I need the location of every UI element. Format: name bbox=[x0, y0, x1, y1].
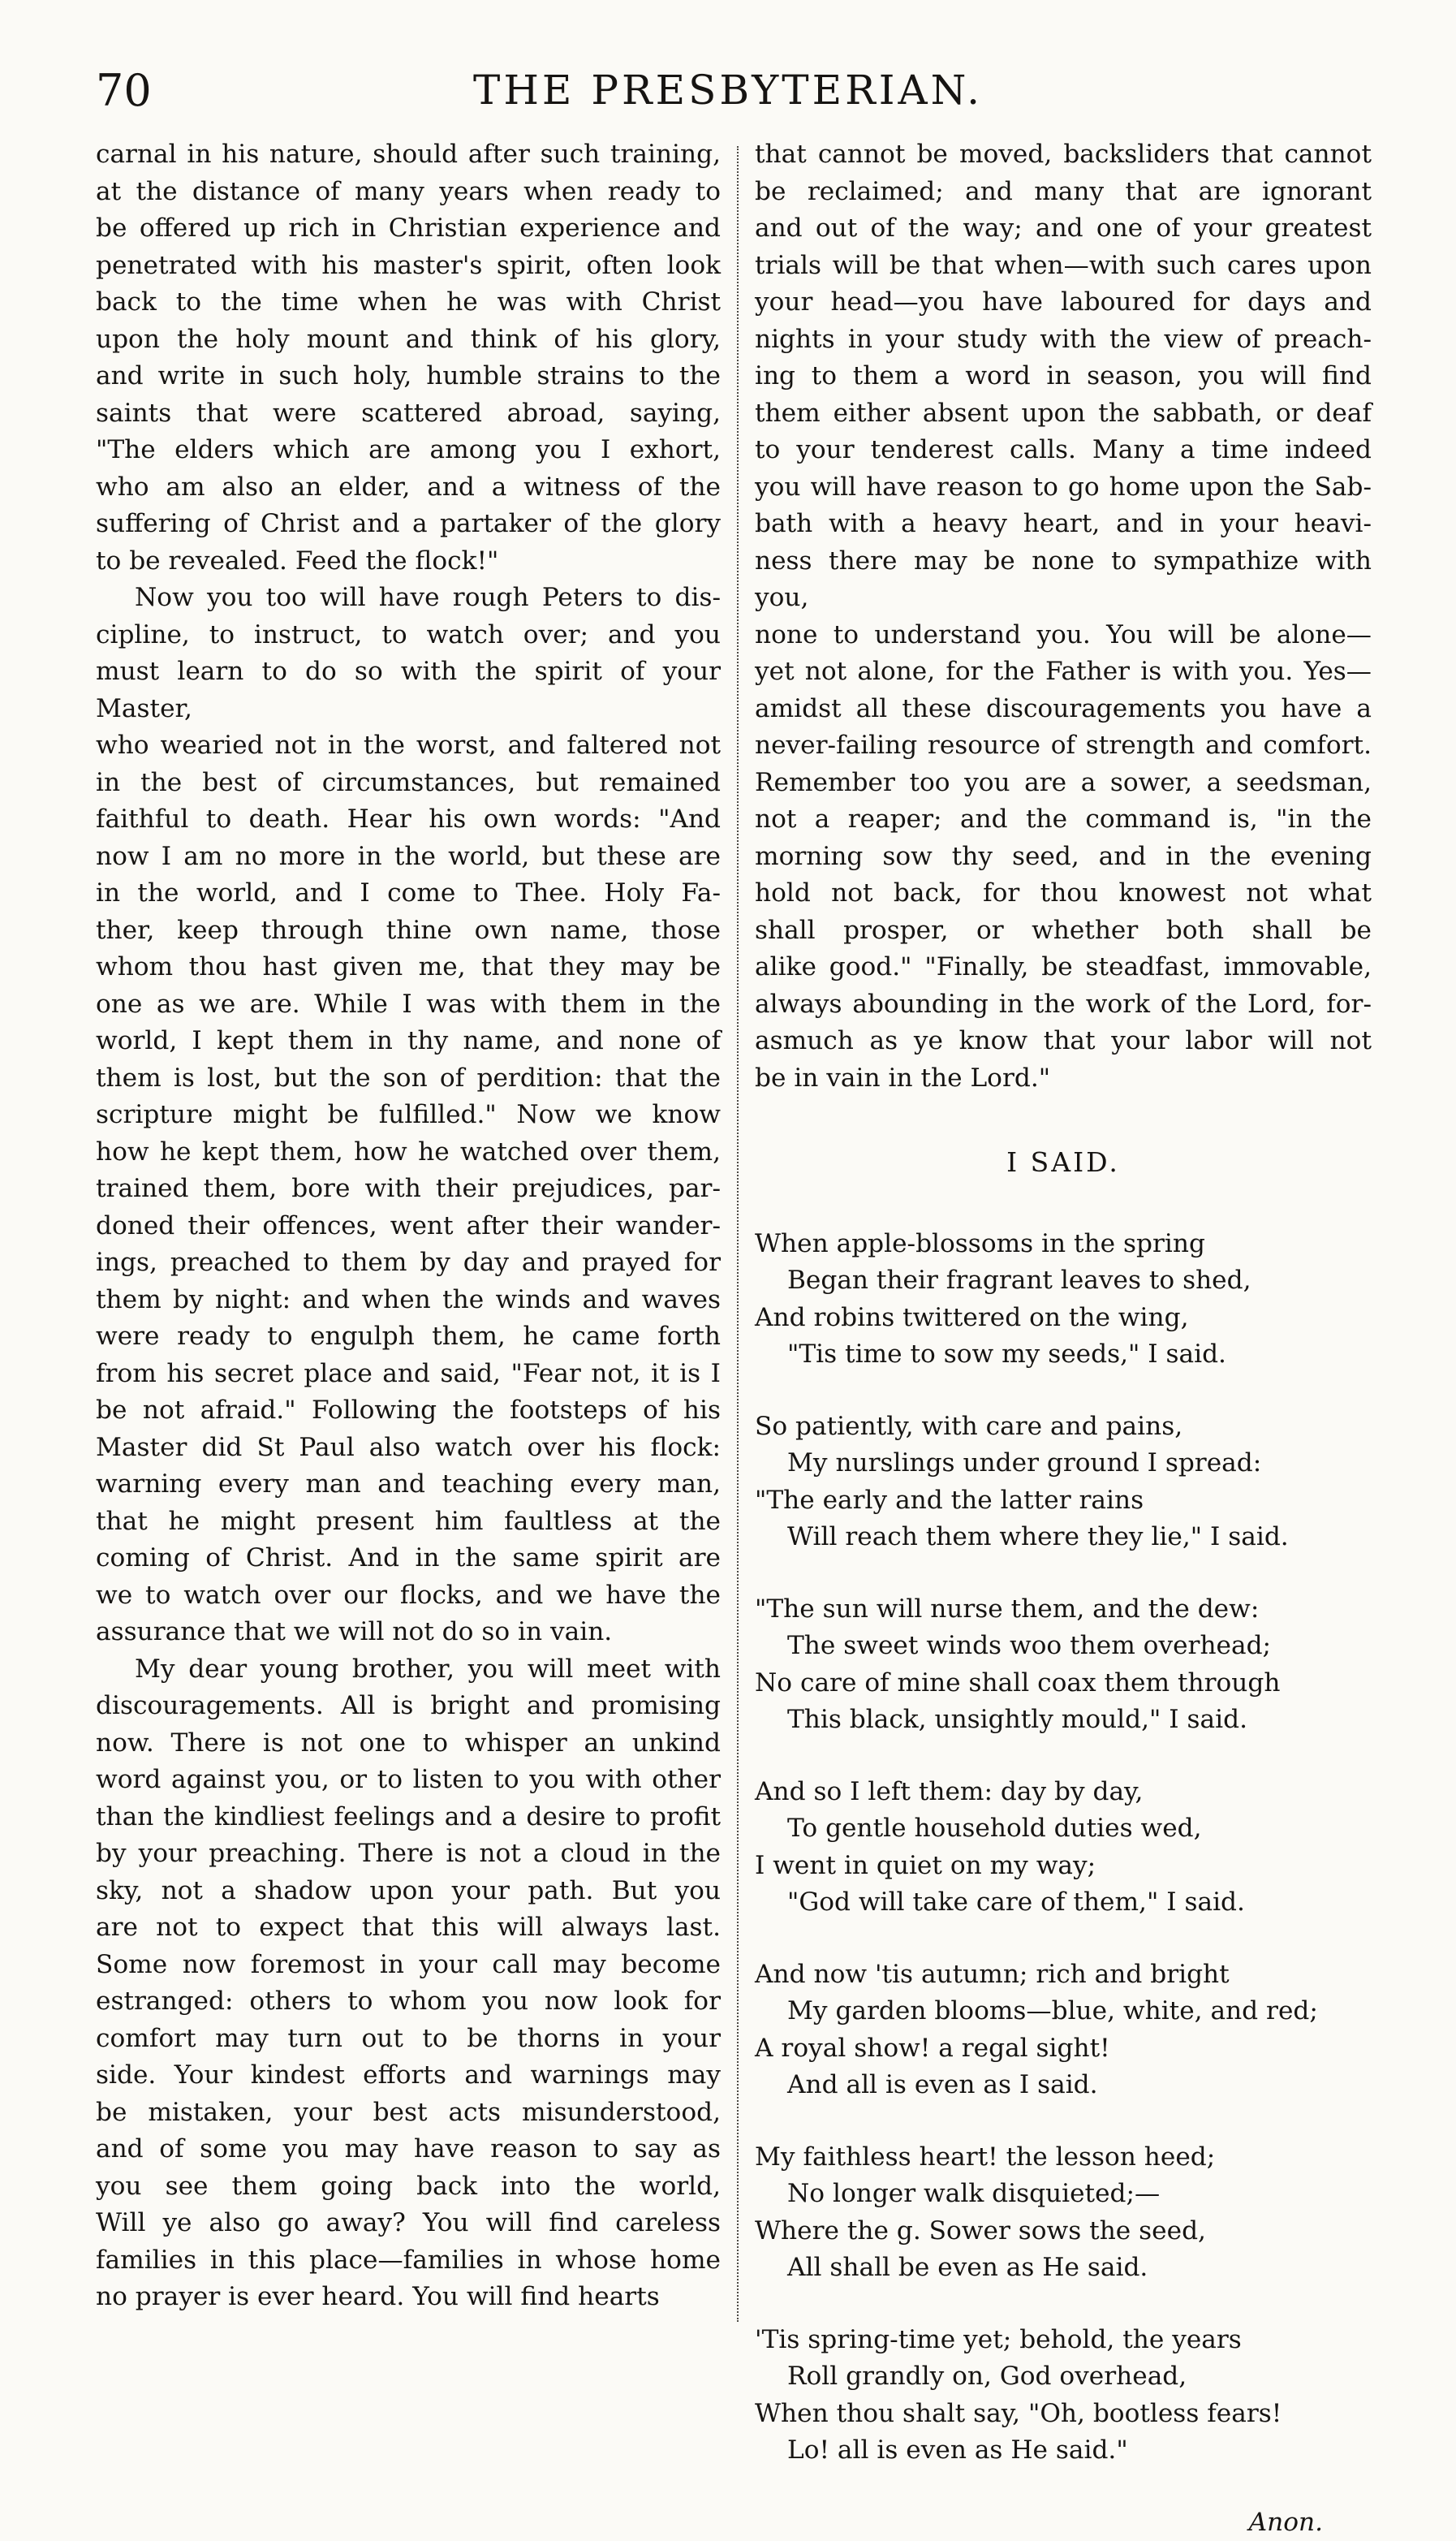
text-line: comfort may turn out to be thorns in your bbox=[96, 2021, 721, 2058]
poem-stanza bbox=[755, 1774, 1372, 1922]
text-line: suffering of Christ and a partaker of the glory bbox=[96, 506, 721, 543]
text-line: asmuch as ye know that your labor will not bbox=[755, 1023, 1372, 1060]
text-line: who am also an elder, and a witness of the bbox=[96, 469, 721, 507]
poem-stanza bbox=[755, 1956, 1372, 2104]
text-line: amidst all these discouragements you have a bbox=[755, 691, 1372, 728]
text-line: were ready to engulph them, he came forth bbox=[96, 1318, 721, 1356]
poem-line: A royal show! a regal sight! bbox=[755, 2030, 1372, 2068]
text-line: estranged: others to whom you now look for bbox=[96, 1983, 721, 2021]
column-divider bbox=[737, 146, 739, 2322]
text-line: ing to them a word in season, you will find bbox=[755, 358, 1372, 395]
text-line: none to understand you. You will be alone— bbox=[755, 617, 1372, 654]
text-line: discouragements. All is bright and promising bbox=[96, 1688, 721, 1725]
poem-stanza bbox=[755, 1591, 1372, 1739]
text-line: saints that were scattered abroad, saying, bbox=[96, 395, 721, 433]
poem-stanza bbox=[755, 2322, 1372, 2470]
text-line: them either absent upon the sabbath, or deaf bbox=[755, 395, 1372, 433]
poem-line: My faithless heart! the lesson heed; bbox=[755, 2139, 1372, 2176]
text-line: you will have reason to go home upon the Sab- bbox=[755, 469, 1372, 507]
text-line: scripture might be fulfilled." Now we know bbox=[96, 1097, 721, 1134]
text-line: bath with a heavy heart, and in your heavi- bbox=[755, 506, 1372, 543]
text-line: whom thou hast given me, that they may be bbox=[96, 949, 721, 986]
text-line: to your tenderest calls. Many a time indeed bbox=[755, 432, 1372, 469]
page-header bbox=[0, 49, 1456, 130]
text-line: be in vain in the Lord." bbox=[755, 1060, 1372, 1098]
poem-line: And robins twittered on the wing, bbox=[755, 1300, 1372, 1337]
text-line: warning every man and teaching every man, bbox=[96, 1466, 721, 1503]
text-line: ness there may be none to sympathize with you, bbox=[755, 543, 1372, 617]
poem-line: 'Tis spring-time yet; behold, the years bbox=[755, 2322, 1372, 2359]
text-line: and write in such holy, humble strains to the bbox=[96, 358, 721, 395]
poem-author: Anon. bbox=[755, 2504, 1372, 2541]
text-line: now I am no more in the world, but these are bbox=[96, 839, 721, 876]
text-line: cipline, to instruct, to watch over; and you bbox=[96, 617, 721, 654]
poem-line: The sweet winds woo them overhead; bbox=[755, 1628, 1372, 1665]
poem-line: When thou shalt say, "Oh, bootless fears! bbox=[755, 2396, 1372, 2433]
running-head: THE PRESBYTERIAN. bbox=[0, 67, 1456, 114]
text-line: upon the holy mount and think of his glory, bbox=[96, 321, 721, 359]
poem-line: Began their fragrant leaves to shed, bbox=[755, 1262, 1372, 1300]
poem-title: I SAID. bbox=[755, 1144, 1372, 1181]
text-line: always abounding in the work of the Lord, for- bbox=[755, 986, 1372, 1024]
text-line: them by night: and when the winds and waves bbox=[96, 1282, 721, 1319]
poem-line: My nurslings under ground I spread: bbox=[755, 1445, 1372, 1482]
text-line: and of some you may have reason to say as bbox=[96, 2131, 721, 2168]
text-line: yet not alone, for the Father is with you. Yes— bbox=[755, 654, 1372, 691]
text-line: alike good." "Finally, be steadfast, immovable, bbox=[755, 949, 1372, 986]
text-line: coming of Christ. And in the same spirit are bbox=[96, 1540, 721, 1577]
text-line: to be revealed. Feed the flock!" bbox=[96, 543, 721, 580]
text-line: My dear young brother, you will meet with bbox=[96, 1651, 721, 1689]
text-line: than the kindliest feelings and a desire to profit bbox=[96, 1799, 721, 1836]
poem-stanza bbox=[755, 1409, 1372, 1556]
poem-line: Will reach them where they lie," I said. bbox=[755, 1519, 1372, 1556]
text-line: now. There is not one to whisper an unkind bbox=[96, 1725, 721, 1762]
text-line: Master did St Paul also watch over his flock: bbox=[96, 1430, 721, 1467]
text-line: who wearied not in the worst, and faltered not bbox=[96, 727, 721, 765]
text-line: that cannot be moved, backsliders that cannot bbox=[755, 136, 1372, 174]
poem-body bbox=[755, 1226, 1372, 2470]
text-line: trained them, bore with their prejudices, par- bbox=[96, 1171, 721, 1208]
text-line: nights in your study with the view of preach- bbox=[755, 321, 1372, 359]
left-column bbox=[96, 136, 721, 2316]
poem-line: When apple-blossoms in the spring bbox=[755, 1226, 1372, 1263]
text-line: in the world, and I come to Thee. Holy Fa- bbox=[96, 875, 721, 912]
text-line: be mistaken, your best acts misunderstood, bbox=[96, 2094, 721, 2132]
text-line: back to the time when he was with Christ bbox=[96, 284, 721, 321]
text-line: families in this place—families in whose home bbox=[96, 2242, 721, 2280]
right-column bbox=[755, 136, 1372, 2541]
text-line: hold not back, for thou knowest not what bbox=[755, 875, 1372, 912]
poem-line: I went in quiet on my way; bbox=[755, 1848, 1372, 1885]
text-line: them is lost, but the son of perdition: that the bbox=[96, 1060, 721, 1098]
text-line: be reclaimed; and many that are ignorant bbox=[755, 174, 1372, 211]
text-line: ther, keep through thine own name, those bbox=[96, 912, 721, 950]
text-line: that he might present him faultless at the bbox=[96, 1503, 721, 1541]
text-line: not a reaper; and the command is, "in the bbox=[755, 801, 1372, 839]
text-line: and out of the way; and one of your greatest bbox=[755, 210, 1372, 248]
text-line: shall prosper, or whether both shall be bbox=[755, 912, 1372, 950]
poem-line: "God will take care of them," I said. bbox=[755, 1884, 1372, 1922]
poem-stanza bbox=[755, 2139, 1372, 2287]
poem-line: And now 'tis autumn; rich and bright bbox=[755, 1956, 1372, 1994]
page-number: 70 bbox=[96, 65, 152, 116]
text-line: faithful to death. Hear his own words: "And bbox=[96, 801, 721, 839]
poem-line: "The sun will nurse them, and the dew: bbox=[755, 1591, 1372, 1629]
text-line: how he kept them, how he watched over them, bbox=[96, 1134, 721, 1171]
text-line: one as we are. While I was with them in the bbox=[96, 986, 721, 1024]
text-line: world, I kept them in thy name, and none of bbox=[96, 1023, 721, 1060]
poem-line: No longer walk disquieted;— bbox=[755, 2176, 1372, 2213]
poem-line: To gentle household duties wed, bbox=[755, 1810, 1372, 1848]
poem-line: "The early and the latter rains bbox=[755, 1482, 1372, 1520]
text-line: are not to expect that this will always last. bbox=[96, 1909, 721, 1947]
text-line: we to watch over our flocks, and we have the bbox=[96, 1577, 721, 1615]
poem-line: My garden blooms—blue, white, and red; bbox=[755, 1993, 1372, 2030]
text-line: from his secret place and said, "Fear not, it is I bbox=[96, 1356, 721, 1393]
text-line: never-failing resource of strength and comfort. bbox=[755, 727, 1372, 765]
text-line: doned their offences, went after their wander- bbox=[96, 1208, 721, 1245]
text-line: Now you too will have rough Peters to dis- bbox=[96, 580, 721, 617]
text-line: your head—you have laboured for days and bbox=[755, 284, 1372, 321]
text-line: assurance that we will not do so in vain. bbox=[96, 1614, 721, 1651]
poem-line: All shall be even as He said. bbox=[755, 2250, 1372, 2287]
text-line: ings, preached to them by day and prayed for bbox=[96, 1245, 721, 1282]
text-line: penetrated with his master's spirit, often look bbox=[96, 248, 721, 285]
poem-line: So patiently, with care and pains, bbox=[755, 1409, 1372, 1446]
poem-line: And all is even as I said. bbox=[755, 2067, 1372, 2104]
text-line: Remember too you are a sower, a seedsman, bbox=[755, 765, 1372, 802]
text-line: Will ye also go away? You will find careless bbox=[96, 2205, 721, 2242]
text-line: you see them going back into the world, bbox=[96, 2168, 721, 2206]
text-line: in the best of circumstances, but remained bbox=[96, 765, 721, 802]
text-line: trials will be that when—with such cares upon bbox=[755, 248, 1372, 285]
text-line: sky, not a shadow upon your path. But you bbox=[96, 1873, 721, 1910]
text-line: morning sow thy seed, and in the evening bbox=[755, 839, 1372, 876]
poem-line: Roll grandly on, God overhead, bbox=[755, 2358, 1372, 2396]
poem-stanza bbox=[755, 1226, 1372, 1374]
right-column-prose bbox=[755, 136, 1372, 1097]
text-line: "The elders which are among you I exhort, bbox=[96, 432, 721, 469]
text-line: must learn to do so with the spirit of your Master, bbox=[96, 654, 721, 727]
text-line: side. Your kindest efforts and warnings may bbox=[96, 2057, 721, 2094]
text-line: word against you, or to listen to you with other bbox=[96, 1762, 721, 1799]
poem-line: Where the g. Sower sows the seed, bbox=[755, 2213, 1372, 2250]
poem-line: No care of mine shall coax them through bbox=[755, 1665, 1372, 1702]
poem-line: This black, unsightly mould," I said. bbox=[755, 1702, 1372, 1739]
text-line: be offered up rich in Christian experience and bbox=[96, 210, 721, 248]
text-line: at the distance of many years when ready to bbox=[96, 174, 721, 211]
text-line: by your preaching. There is not a cloud in the bbox=[96, 1836, 721, 1873]
text-line: be not afraid." Following the footsteps of his bbox=[96, 1392, 721, 1430]
text-line: carnal in his nature, should after such training, bbox=[96, 136, 721, 174]
text-line: Some now foremost in your call may become bbox=[96, 1947, 721, 1984]
text-line: no prayer is ever heard. You will find hearts bbox=[96, 2279, 721, 2316]
poem-line: Lo! all is even as He said." bbox=[755, 2432, 1372, 2470]
poem-line: And so I left them: day by day, bbox=[755, 1774, 1372, 1811]
poem-line: "Tis time to sow my seeds," I said. bbox=[755, 1336, 1372, 1374]
